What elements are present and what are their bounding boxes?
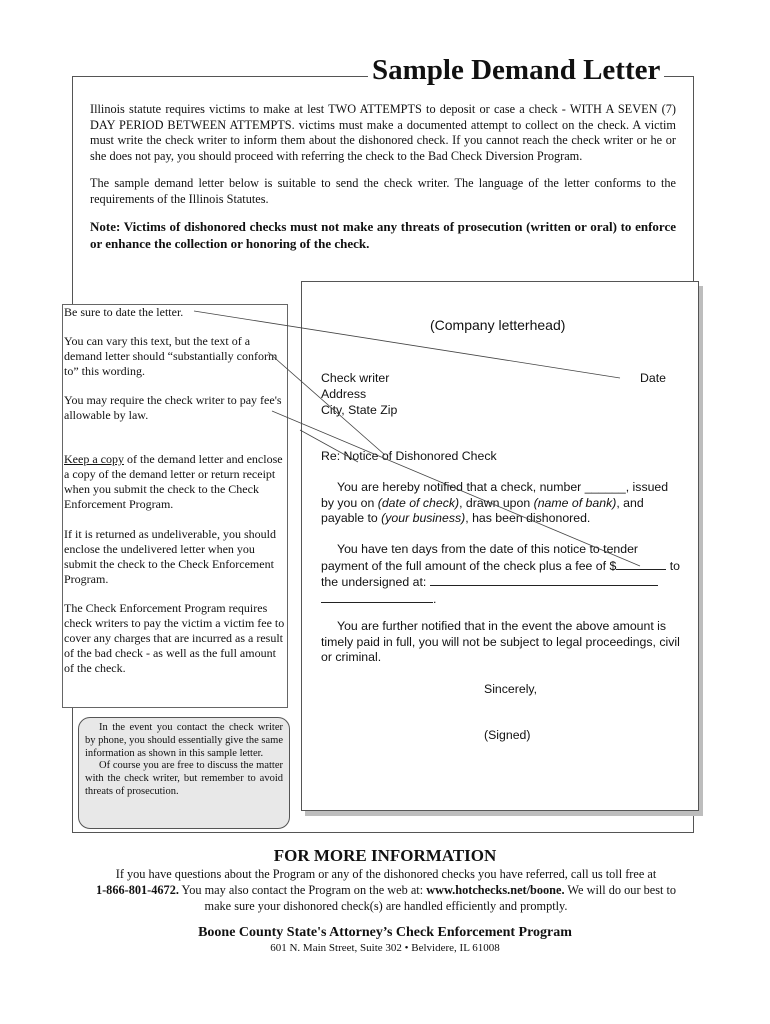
intro-note: Note: Victims of dishonored checks must not make any threats of prosecution (written or oral) to enforce or enhance the collection or honoring of the check. <box>90 219 676 251</box>
letter-date: Date <box>640 371 666 385</box>
tip-date-letter: Be sure to date the letter. <box>64 305 184 319</box>
p1-text-b: , drawn upon <box>459 495 534 510</box>
website-link[interactable]: www.hotchecks.net/boone. <box>426 883 565 897</box>
more-info-text-1: If you have questions about the Program or any of the dishonored checks you have referred, call us toll free at <box>115 867 657 881</box>
letter-paragraph-1 <box>321 480 681 527</box>
letter-city-state-zip: City, State Zip <box>321 403 398 417</box>
tip-keep-copy <box>64 452 286 512</box>
page-title: Sample Demand Letter <box>368 54 664 87</box>
letter-address: Address <box>321 387 367 401</box>
keep-copy-rest: of the demand letter and enclose a copy of the demand letter or return receipt when you submit the check to the Check Enforcement Program. <box>64 452 283 511</box>
keep-copy-text: Keep a copy <box>64 452 124 466</box>
p2-text-a: You have ten days from the date of this notice to tender payment of the full amount of the check plus a fee of $ <box>321 542 639 573</box>
tip-fees: You may require the check writer to pay fee's allowable by law. <box>64 393 282 422</box>
p1-your-business: (your business) <box>381 511 466 525</box>
more-info-text <box>86 866 686 914</box>
more-info-text-2: You may also contact the Program on the web at: <box>178 883 427 897</box>
letter-subject: Re: Notice of Dishonored Check <box>321 449 497 463</box>
phone-contact-note <box>78 717 290 829</box>
letter-paragraph-2: You have ten days from the date of this notice to tender payment of the full amount of the check plus a fee of $ to the undersigned at: . <box>321 542 680 606</box>
tip-victim-fee: The Check Enforcement Program requires check writers to pay the victim a victim fee to cover any charges that are incurred as a result of the bad check - as well as the full amount of the check. <box>64 601 285 675</box>
p2-text-b: to the undersigned at: <box>321 558 680 589</box>
p1-text-c: , and payable to <box>321 495 644 525</box>
p1-text-d: , has been dishonored. <box>465 511 591 525</box>
fee-blank <box>616 558 666 570</box>
footer-address: 601 N. Main Street, Suite 302 • Belvidere, IL 61008 <box>270 942 500 954</box>
more-info-text-3: We will do our best to make sure your dishonored check(s) are handled efficiently and promptly. <box>204 883 677 913</box>
letter-check-writer: Check writer <box>321 371 390 385</box>
toll-free-number: 1-866-801-4672. <box>95 883 179 897</box>
p1-date-of-check: (date of check) <box>377 495 460 510</box>
company-letterhead: (Company letterhead) <box>430 317 566 333</box>
tip-vary-text: You can vary this text, but the text of a demand letter should “substantially conform to” this wording. <box>64 334 278 378</box>
intro-paragraph-1: Illinois statute requires victims to make at lest TWO ATTEMPTS to deposit or case a check - WITH A SEVEN (7) DAY PERIOD BETWEEN ATTEMPTS. victims must make a documented attempt to collect on the check. A victim must write the check writer to inform them about the dishonored check. If you cannot reach the check writer or he or she does not pay, you should proceed with referring the check to the Bad Check Diversion Program. <box>90 102 676 163</box>
phone-note-p1: In the event you contact the check writer by phone, you should essentially give the same information as shown in this sample letter. <box>85 722 283 759</box>
letter-closing: Sincerely, <box>484 682 538 696</box>
address-blank-2 <box>321 591 433 603</box>
intro-paragraph-2: The sample demand letter below is suitable to send the check writer. The language of the letter conforms to the requirements of the Illinois Statutes. <box>90 176 676 206</box>
letter-signature: (Signed) <box>484 728 531 742</box>
phone-note-p2: Of course you are free to discuss the matter with the check writer, but remember to avoid threats of prosecution. <box>85 760 283 797</box>
more-info-title: FOR MORE INFORMATION <box>273 846 497 865</box>
tip-undeliverable: If it is returned as undeliverable, you should enclose the undelivered letter when you submit the check to the Check Enforcement Program. <box>64 527 276 586</box>
footer-organization: Boone County State's Attorney’s Check Enforcement Program <box>198 925 572 940</box>
p1-name-of-bank: (name of bank) <box>533 495 617 510</box>
letter-paragraph-3 <box>321 619 681 666</box>
address-blank <box>430 574 658 586</box>
p1-text-a: You are hereby notified that a check, number ______, issued by you on <box>321 480 669 510</box>
p3-text: You are further notified that in the event the above amount is timely paid in full, you will not be subject to legal proceedings, civil or criminal. <box>321 619 680 664</box>
